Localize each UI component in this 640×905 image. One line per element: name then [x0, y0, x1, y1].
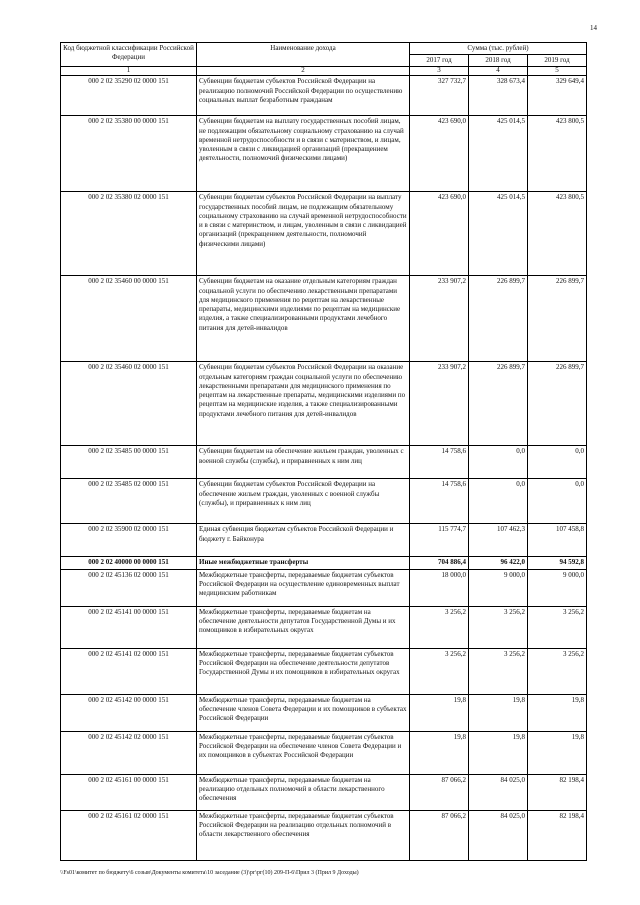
value-2018-cell: 96 422,0 [469, 557, 528, 569]
value-2019-cell: 19,8 [528, 694, 587, 731]
value-2018-cell: 3 256,2 [469, 648, 528, 694]
name-cell: Межбюджетные трансферты, передаваемые бюджетам на обеспечение деятельности депутатов Государственной Думы и их помощников в избирательных округах [197, 606, 410, 648]
name-cell: Субвенции бюджетам субъектов Российской Федерации на оказание отдельным категориям граждан социальной услуги по обеспечению лекарственными препаратами для медицинского применения по рецептам на лекарственные препараты, медицинскими изделиями по рецептам на медицинские изделия, а также специализированными продуктами лечебного питания для детей-инвалидов [197, 362, 410, 446]
value-2017-cell: 3 256,2 [410, 648, 469, 694]
index-3: 3 [410, 67, 469, 76]
header-name: Наименование дохода [197, 43, 410, 67]
table-row [61, 524, 587, 557]
budget-revenue-table [60, 42, 587, 861]
value-2017-cell: 233 907,2 [410, 276, 469, 362]
index-4: 4 [469, 67, 528, 76]
table-row [61, 557, 587, 569]
header-year-2018: 2018 год [469, 55, 528, 67]
value-2017-cell: 3 256,2 [410, 606, 469, 648]
table-row [61, 569, 587, 606]
table-row [61, 694, 587, 731]
code-cell: 000 2 02 35485 00 0000 151 [61, 446, 197, 479]
code-cell: 000 2 02 40000 00 0000 151 [61, 557, 197, 569]
code-cell: 000 2 02 45136 02 0000 151 [61, 569, 197, 606]
value-2017-cell: 87 066,2 [410, 810, 469, 860]
table-row [61, 446, 587, 479]
value-2019-cell: 107 458,8 [528, 524, 587, 557]
code-cell: 000 2 02 35485 02 0000 151 [61, 479, 197, 524]
value-2018-cell: 19,8 [469, 694, 528, 731]
value-2017-cell: 87 066,2 [410, 774, 469, 810]
code-cell: 000 2 02 35290 02 0000 151 [61, 76, 197, 116]
value-2019-cell: 329 649,4 [528, 76, 587, 116]
code-cell: 000 2 02 45161 02 0000 151 [61, 810, 197, 860]
table-row [61, 810, 587, 860]
value-2019-cell: 226 899,7 [528, 276, 587, 362]
table-row [61, 774, 587, 810]
index-5: 5 [528, 67, 587, 76]
name-cell: Единая субвенция бюджетам субъектов Российской Федерации и бюджету г. Байконура [197, 524, 410, 557]
table-row [61, 116, 587, 192]
table-row [61, 731, 587, 774]
value-2019-cell: 82 198,4 [528, 810, 587, 860]
value-2017-cell: 704 886,4 [410, 557, 469, 569]
header-year-2017: 2017 год [410, 55, 469, 67]
page-number: 14 [590, 24, 597, 32]
value-2019-cell: 423 800,5 [528, 116, 587, 192]
name-cell: Межбюджетные трансферты, передаваемые бюджетам субъектов Российской Федерации на реализацию отдельных полномочий в области лекарственного обеспечения [197, 810, 410, 860]
value-2018-cell: 107 462,3 [469, 524, 528, 557]
name-cell: Межбюджетные трансферты, передаваемые бюджетам на обеспечение членов Совета Федерации и их помощников в субъектах Российской Федерации [197, 694, 410, 731]
name-cell: Субвенции бюджетам субъектов Российской Федерации на реализацию полномочий Российской Федерации по осуществлению социальных выплат безработным гражданам [197, 76, 410, 116]
index-1: 1 [61, 67, 197, 76]
value-2019-cell: 423 800,5 [528, 192, 587, 276]
table-row [61, 362, 587, 446]
table-row [61, 276, 587, 362]
value-2018-cell: 0,0 [469, 479, 528, 524]
index-2: 2 [197, 67, 410, 76]
table-row [61, 606, 587, 648]
value-2017-cell: 18 000,0 [410, 569, 469, 606]
value-2019-cell: 226 899,7 [528, 362, 587, 446]
code-cell: 000 2 02 35380 02 0000 151 [61, 192, 197, 276]
value-2018-cell: 84 025,0 [469, 774, 528, 810]
code-cell: 000 2 02 45141 02 0000 151 [61, 648, 197, 694]
value-2018-cell: 0,0 [469, 446, 528, 479]
value-2017-cell: 423 690,0 [410, 116, 469, 192]
value-2019-cell: 9 000,0 [528, 569, 587, 606]
name-cell: Межбюджетные трансферты, передаваемые бюджетам на реализацию отдельных полномочий в области лекарственного обеспечения [197, 774, 410, 810]
value-2018-cell: 226 899,7 [469, 276, 528, 362]
table-row [61, 76, 587, 116]
code-cell: 000 2 02 35900 02 0000 151 [61, 524, 197, 557]
value-2017-cell: 19,8 [410, 694, 469, 731]
code-cell: 000 2 02 45142 00 0000 151 [61, 694, 197, 731]
name-cell: Субвенции бюджетам на обеспечение жильем граждан, уволенных с военной службы (службы), и приравненных к ним лиц [197, 446, 410, 479]
name-cell: Иные межбюджетные трансферты [197, 557, 410, 569]
value-2017-cell: 115 774,7 [410, 524, 469, 557]
file-path-footer: \\Fs01\комитет по бюджету\6 созыв\Документы комитета\10 заседание (3)\рг\рг(10) 209-П-6\Прил 3 (Прил 9 Доходы) [60, 870, 359, 876]
value-2018-cell: 328 673,4 [469, 76, 528, 116]
header-code: Код бюджетной классификации Российской Федерации [61, 43, 197, 67]
header-year-2019: 2019 год [528, 55, 587, 67]
value-2019-cell: 3 256,2 [528, 648, 587, 694]
name-cell: Субвенции бюджетам субъектов Российской Федерации на обеспечение жильем граждан, уволенных с военной службы (службы), и приравненных к ним лиц [197, 479, 410, 524]
value-2017-cell: 327 732,7 [410, 76, 469, 116]
code-cell: 000 2 02 45161 00 0000 151 [61, 774, 197, 810]
name-cell: Субвенции бюджетам субъектов Российской Федерации на выплату государственных пособий лицам, не подлежащим обязательному социальному страхованию на случай временной нетрудоспособности и в связи с материнством, и лицам, уволенным в связи с ликвидацией организаций (прекращением деятельности, полномочий физическими лицами) [197, 192, 410, 276]
value-2017-cell: 233 907,2 [410, 362, 469, 446]
value-2018-cell: 226 899,7 [469, 362, 528, 446]
code-cell: 000 2 02 35460 00 0000 151 [61, 276, 197, 362]
value-2018-cell: 425 014,5 [469, 116, 528, 192]
value-2018-cell: 9 000,0 [469, 569, 528, 606]
value-2019-cell: 0,0 [528, 479, 587, 524]
code-cell: 000 2 02 45141 00 0000 151 [61, 606, 197, 648]
value-2017-cell: 423 690,0 [410, 192, 469, 276]
code-cell: 000 2 02 35380 00 0000 151 [61, 116, 197, 192]
name-cell: Межбюджетные трансферты, передаваемые бюджетам субъектов Российской Федерации на обеспечение деятельности депутатов Государственной Думы и их помощников в избирательных округах [197, 648, 410, 694]
name-cell: Субвенции бюджетам на выплату государственных пособий лицам, не подлежащим обязательному социальному страхованию на случай временной нетрудоспособности и в связи с материнством, и лицам, уволенным в связи с ликвидацией организаций (прекращением деятельности, полномочий физическими лицами) [197, 116, 410, 192]
value-2019-cell: 82 198,4 [528, 774, 587, 810]
value-2019-cell: 19,8 [528, 731, 587, 774]
value-2018-cell: 3 256,2 [469, 606, 528, 648]
value-2017-cell: 14 758,6 [410, 446, 469, 479]
value-2018-cell: 425 014,5 [469, 192, 528, 276]
name-cell: Межбюджетные трансферты, передаваемые бюджетам субъектов Российской Федерации на осуществление единовременных выплат медицинским работникам [197, 569, 410, 606]
code-cell: 000 2 02 45142 02 0000 151 [61, 731, 197, 774]
table-row [61, 192, 587, 276]
value-2019-cell: 0,0 [528, 446, 587, 479]
value-2017-cell: 14 758,6 [410, 479, 469, 524]
value-2019-cell: 3 256,2 [528, 606, 587, 648]
value-2019-cell: 94 592,8 [528, 557, 587, 569]
value-2017-cell: 19,8 [410, 731, 469, 774]
table-row [61, 479, 587, 524]
name-cell: Межбюджетные трансферты, передаваемые бюджетам субъектов Российской Федерации на обеспечение членов Совета Федерации и их помощников в субъектах Российской Федерации [197, 731, 410, 774]
table-row [61, 648, 587, 694]
code-cell: 000 2 02 35460 02 0000 151 [61, 362, 197, 446]
header-sum: Сумма (тыс. рублей) [410, 43, 587, 55]
value-2018-cell: 84 025,0 [469, 810, 528, 860]
name-cell: Субвенции бюджетам на оказание отдельным категориям граждан социальной услуги по обеспечению лекарственными препаратами для медицинского применения по рецептам на лекарственные препараты, медицинскими изделиями по рецептам на медицинские изделия, а также специализированными продуктами лечебного питания для детей-инвалидов [197, 276, 410, 362]
value-2018-cell: 19,8 [469, 731, 528, 774]
